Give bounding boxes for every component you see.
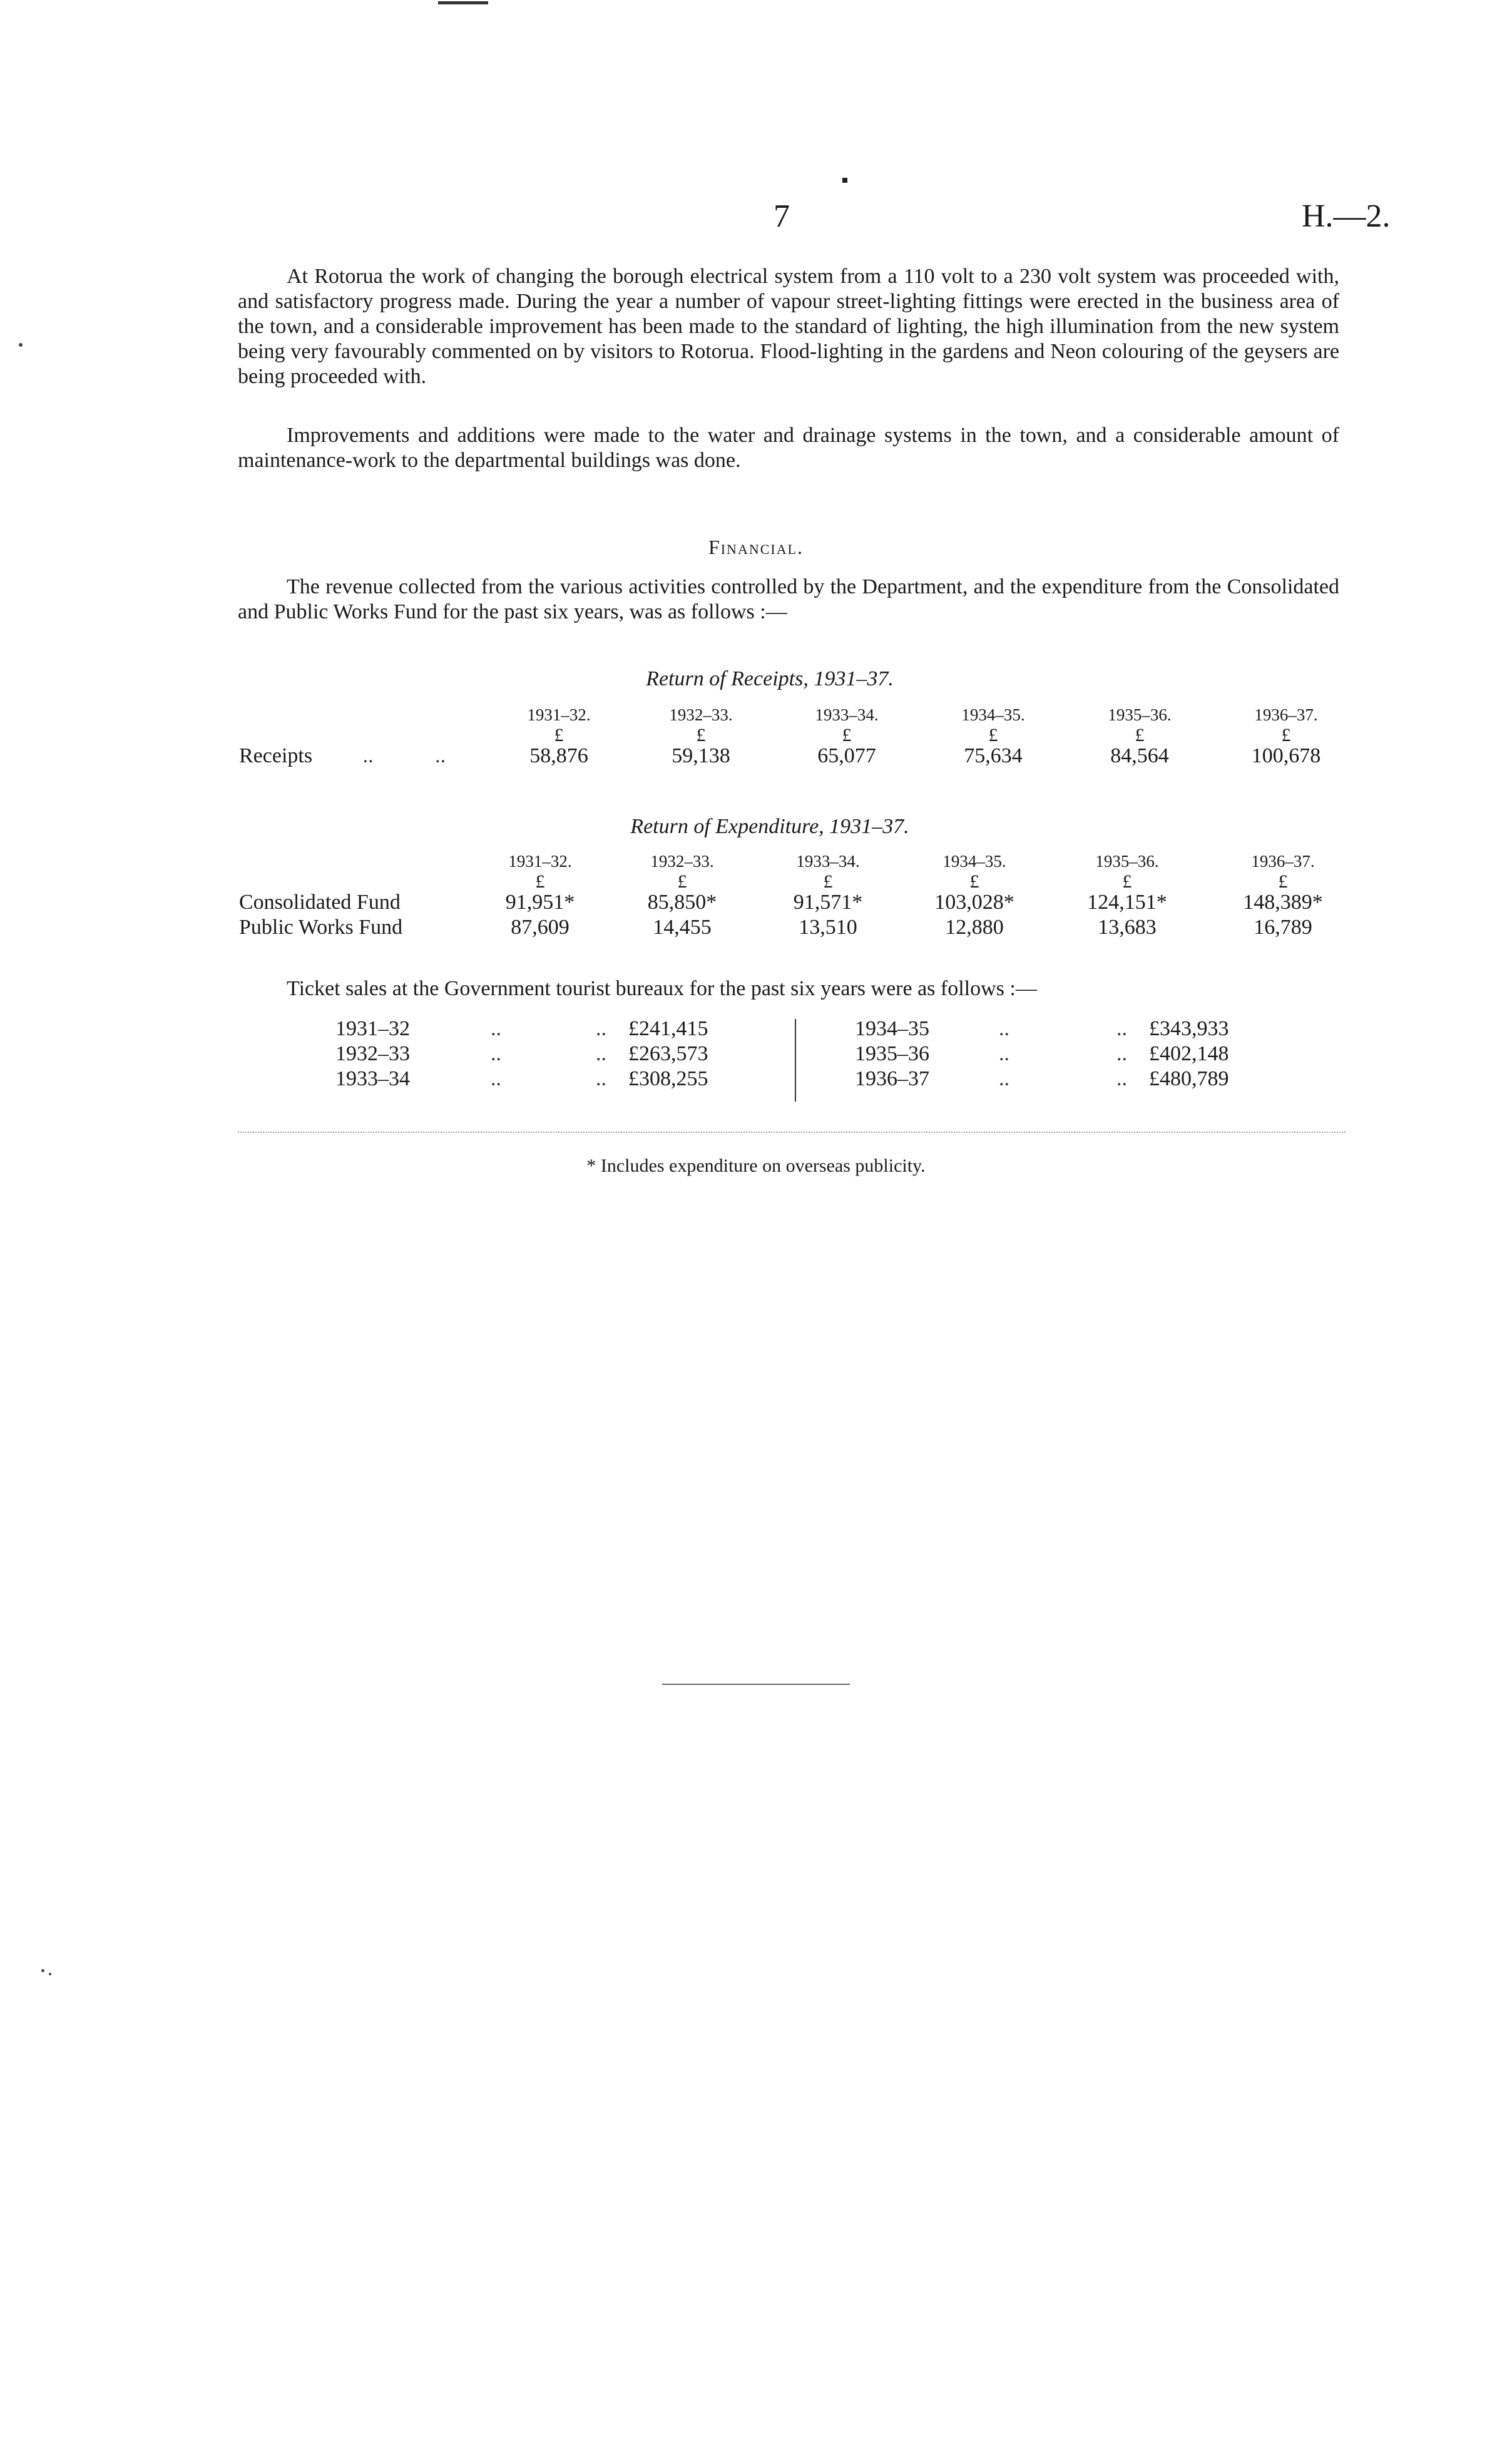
- expenditure-row-consolidated-fund: [239, 890, 1359, 915]
- ticket-year: 1933–34: [335, 1067, 410, 1090]
- expenditure-row-public-works-fund: [239, 915, 1359, 940]
- ticket-sales-row: [855, 1016, 1312, 1041]
- currency-symbol: £: [823, 871, 833, 892]
- expenditure-value: 124,151*: [1087, 891, 1167, 914]
- leader-dots: ..: [1116, 1017, 1127, 1040]
- expenditure-year: 1933–34.: [796, 852, 860, 871]
- currency-symbol: £: [1122, 871, 1132, 892]
- leader-dots: ..: [999, 1067, 1009, 1090]
- receipts-row-label-cell: [239, 744, 489, 769]
- expenditure-year: 1935–36.: [1095, 852, 1159, 871]
- leader-dots: ..: [491, 1067, 501, 1090]
- receipts-row-label: Receipts: [239, 744, 313, 767]
- currency-symbol: £: [1135, 725, 1145, 745]
- receipts-year: 1931–32.: [527, 705, 591, 724]
- currency-symbol: £: [554, 725, 564, 745]
- receipts-title: Return of Receipts, 1931–37.: [646, 667, 894, 690]
- ticket-value: £263,573: [628, 1042, 708, 1065]
- expenditure-value: 13,683: [1098, 916, 1157, 939]
- paragraph-rotorua-electrical: At Rotorua the work of changing the borough electrical system from a 110 volt to a 230 volt system was proceeded with, and satisfactory progress made. During the year a number of vapour street-lighting fittings were erected in the business area of the town, and a considerable improvement has been made to the standard of lighting, the high illumination from the new system being very favourably commented on by visitors to Rotorua. Flood-lighting in the gardens and Neon colouring of the geysers are being proceeded with.: [238, 265, 1339, 388]
- expenditure-title: Return of Expenditure, 1931–37.: [630, 815, 909, 838]
- leader-dots: ..: [362, 744, 374, 767]
- expenditure-value: 85,850*: [647, 891, 717, 914]
- expenditure-currency-row: [239, 874, 1359, 890]
- currency-symbol: £: [988, 725, 998, 745]
- document-reference: H.—2.: [1302, 198, 1391, 234]
- expenditure-value: 16,789: [1254, 916, 1312, 939]
- expenditure-year: 1934–35.: [942, 852, 1006, 871]
- ticket-sales-right: [855, 1016, 1312, 1092]
- leader-dots: ..: [596, 1017, 606, 1040]
- receipts-year: 1932–33.: [669, 705, 733, 724]
- leader-dots: ..: [999, 1017, 1009, 1040]
- currency-symbol: £: [677, 871, 687, 892]
- expenditure-value: 103,028*: [934, 891, 1014, 914]
- expenditure-year: 1931–32.: [508, 852, 572, 871]
- ticket-sales-row: [335, 1016, 786, 1041]
- expenditure-year: 1936–37.: [1251, 852, 1315, 871]
- leader-dots: ..: [491, 1042, 501, 1065]
- footnote-separator: [238, 1132, 1346, 1133]
- ticket-sales-row: [335, 1067, 786, 1092]
- ticket-sales-intro: Ticket sales at the Government tourist bureaux for the past six years were as follows :—: [287, 977, 1037, 1000]
- receipts-value: 58,876: [529, 744, 588, 767]
- end-rule: [662, 1684, 850, 1685]
- ticket-value: £241,415: [628, 1017, 708, 1040]
- financial-intro: The revenue collected from the various activities controlled by the Department, and the expenditure from the Consolidated and Public Works Fund for the past six years, was as follows :—: [238, 575, 1339, 623]
- receipts-currency-row: [239, 727, 1359, 744]
- receipts-year: 1935–36.: [1108, 705, 1172, 724]
- expenditure-value: 12,880: [945, 916, 1004, 939]
- currency-symbol: £: [1281, 725, 1291, 745]
- currency-symbol: £: [842, 725, 852, 745]
- expenditure-value: 91,571*: [793, 891, 863, 914]
- ticket-sales-row: [855, 1067, 1312, 1092]
- receipts-value: 100,678: [1251, 744, 1321, 767]
- expenditure-value: 87,609: [511, 916, 570, 939]
- expenditure-row-label: Consolidated Fund: [239, 891, 401, 914]
- leader-dots: ..: [596, 1042, 606, 1065]
- expenditure-value: 13,510: [799, 916, 857, 939]
- expenditure-year: 1932–33.: [650, 852, 714, 871]
- currency-symbol: £: [696, 725, 706, 745]
- receipts-table: [239, 702, 1359, 769]
- expenditure-value: 14,455: [653, 916, 712, 939]
- receipts-year: 1934–35.: [961, 705, 1025, 724]
- expenditure-year-row: [239, 849, 1359, 874]
- expenditure-table: [239, 849, 1359, 940]
- receipts-year-row: [239, 702, 1359, 727]
- paragraph-water-drainage: Improvements and additions were made to the water and drainage systems in the town, and a considerable amount of maintenance-work to the departmental buildings was done.: [238, 424, 1339, 472]
- expenditure-value: 148,389*: [1243, 891, 1323, 914]
- receipts-year: 1933–34.: [815, 705, 879, 724]
- footnote: * Includes expenditure on overseas publicity.: [586, 1155, 926, 1176]
- receipts-year: 1936–37.: [1254, 705, 1318, 724]
- currency-symbol: £: [535, 871, 545, 892]
- scan-speck: [19, 343, 23, 347]
- leader-dots: ..: [435, 744, 446, 767]
- header-dot: [842, 178, 847, 183]
- receipts-value-row: [239, 744, 1359, 769]
- ticket-sales-left: [335, 1016, 786, 1092]
- ticket-sales-row: [335, 1041, 786, 1067]
- leader-dots: ..: [596, 1067, 606, 1090]
- currency-symbol: £: [1278, 871, 1288, 892]
- expenditure-value: 91,951*: [505, 891, 575, 914]
- receipts-value: 65,077: [817, 744, 876, 767]
- receipts-value: 59,138: [672, 744, 730, 767]
- section-heading-financial: Financial.: [708, 536, 804, 558]
- ticket-year: 1934–35: [855, 1017, 929, 1040]
- scan-speck: [49, 1973, 51, 1975]
- leader-dots: ..: [1116, 1067, 1127, 1090]
- currency-symbol: £: [969, 871, 979, 892]
- leader-dots: ..: [999, 1042, 1009, 1065]
- ticket-sales-row: [855, 1041, 1312, 1067]
- scan-speck: [41, 1969, 44, 1972]
- ticket-value: £308,255: [628, 1067, 708, 1090]
- ticket-year: 1935–36: [855, 1042, 929, 1065]
- receipts-value: 84,564: [1110, 744, 1169, 767]
- column-divider: [795, 1019, 796, 1102]
- leader-dots: ..: [491, 1017, 501, 1040]
- ticket-value: £402,148: [1149, 1042, 1229, 1065]
- ticket-year: 1931–32: [335, 1017, 410, 1040]
- expenditure-row-label: Public Works Fund: [239, 916, 403, 939]
- ticket-value: £343,933: [1149, 1017, 1229, 1040]
- page-number: 7: [774, 198, 790, 234]
- scan-mark: [438, 1, 488, 4]
- ticket-value: £480,789: [1149, 1067, 1229, 1090]
- leader-dots: ..: [1116, 1042, 1127, 1065]
- ticket-year: 1936–37: [855, 1067, 929, 1090]
- receipts-value: 75,634: [964, 744, 1023, 767]
- ticket-year: 1932–33: [335, 1042, 410, 1065]
